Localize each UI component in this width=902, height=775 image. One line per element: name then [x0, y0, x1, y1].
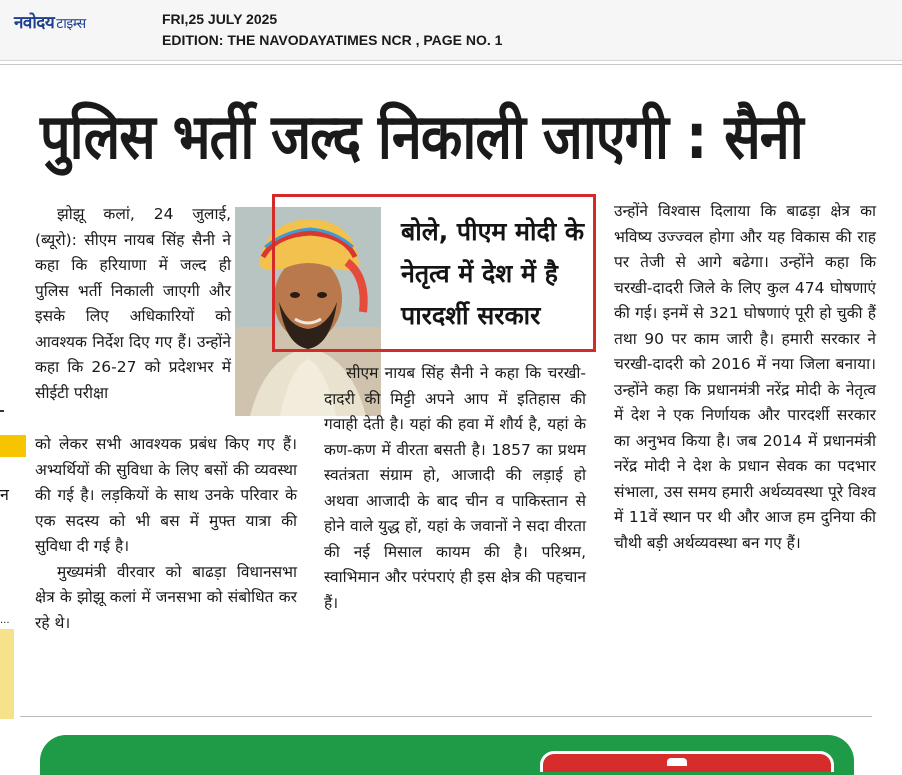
logo-text: नवोदय	[14, 13, 55, 33]
col2-text: सीएम नायब सिंह सैनी ने कहा कि चरखी-दादरी की मिट्टी अपने आप में इतिहास की गवाही देती है। यहां की हवा में शौर्य है, यहां के कण-कण में वीरता बसती है। 1857 का प्रथम स्वतंत्रता संग्राम हो, आजादी की लड़ाई हो अथवा आजादी के बाद चीन व पाकिस्तान से होने वाले युद्ध हों, यहां के जवानों ने सदा वीरता की नई मिसाल कायम की है। परिश्रम, स्वाभिमान और परंपराएं ही इस क्षेत्र की पहचान हैं।	[324, 364, 586, 612]
margin-yellow-block	[0, 435, 26, 457]
edition-meta	[162, 9, 502, 51]
newspaper-logo[interactable]	[14, 10, 86, 33]
margin-yellow-strip	[0, 629, 14, 719]
bottom-red-badge	[540, 751, 834, 772]
pull-quote-box	[272, 194, 596, 352]
col3-text: उन्होंने विश्वास दिलाया कि बाढड़ा क्षेत्र का भविष्य उज्ज्वल होगा और यह विकास की राह पर तेजी से आगे बढेगा। उन्होंने कहा कि चरखी-दादरी जिले के लिए कुल 474 घोषणाएं की गई। इनमें से 321 घोषणाएं पूरी हो चुकी हैं तथा 90 पर काम जारी है। हमारी सरकार ने चरखी-दादरी को 2016 में नया जिला बनाया। उन्होंने कहा कि प्रधानमंत्री नरेंद्र मोदी के नेतृत्व में देश ने एक निर्णायक और पारदर्शी सरकार का अनुभव किया है। जब 2014 में प्रधानमंत्री नरेंद्र मोदी ने देश के प्रधान सेवक का पदभार संभाला, उस समय हमारी अर्थव्यवस्था पूरे विश्व में 11वें स्थान पर थी और आज हम दुनिया की चौथी बड़ी अर्थव्यवस्था बन गए हैं।	[614, 202, 876, 552]
top-rule	[0, 64, 902, 65]
column-1-bottom	[35, 432, 297, 636]
margin-letter: न	[0, 485, 9, 504]
column-2	[324, 361, 586, 616]
edition-line: EDITION: THE NAVODAYATIMES NCR , PAGE NO. 1	[162, 32, 503, 48]
col1-bottom-text-1: को लेकर सभी आवश्यक प्रबंध किए गए हैं। अभ्यर्थियों की सुविधा के लिए बसों की व्यवस्था की गई है। लड़कियों के साथ उनके परिवार के एक सदस्य को भी बस में मुफ्त यात्रा की सुविधा दी गई है।	[35, 435, 297, 555]
pull-quote: बोले, पीएम मोदी के नेतृत्व में देश में है पारदर्शी सरकार	[401, 217, 585, 330]
column-1-top	[35, 202, 231, 406]
badge-dot	[667, 758, 687, 766]
bottom-rule	[20, 716, 872, 717]
article-headline: पुलिस भर्ती जल्द निकाली जाएगी : सैनी	[40, 100, 803, 173]
col1-top-text: झोझू कलां, 24 जुलाई, (ब्यूरो): सीएम नायब सिंह सैनी ने कहा कि हरियाणा में जल्द ही पुलिस भर्ती निकाली जाएगी और इसके लिए अधिकारियों को आवश्यक निर्देश दिए गए हैं। उन्होंने कहा कि 26-27 को प्रदेशभर में सीईटी परीक्षा	[35, 205, 231, 402]
margin-tick	[0, 410, 4, 412]
column-3	[614, 199, 876, 556]
newspaper-page	[0, 61, 902, 764]
edition-header	[0, 0, 902, 61]
date-line: FRI,25 JULY 2025	[162, 11, 278, 27]
margin-dots: ...	[0, 615, 10, 626]
logo-tag: टाइम्स	[56, 16, 86, 32]
col1-bottom-text-2: मुख्यमंत्री वीरवार को बाढड़ा विधानसभा क्षेत्र के झोझू कलां में जनसभा को संबोधित कर रहे थे।	[35, 562, 297, 632]
